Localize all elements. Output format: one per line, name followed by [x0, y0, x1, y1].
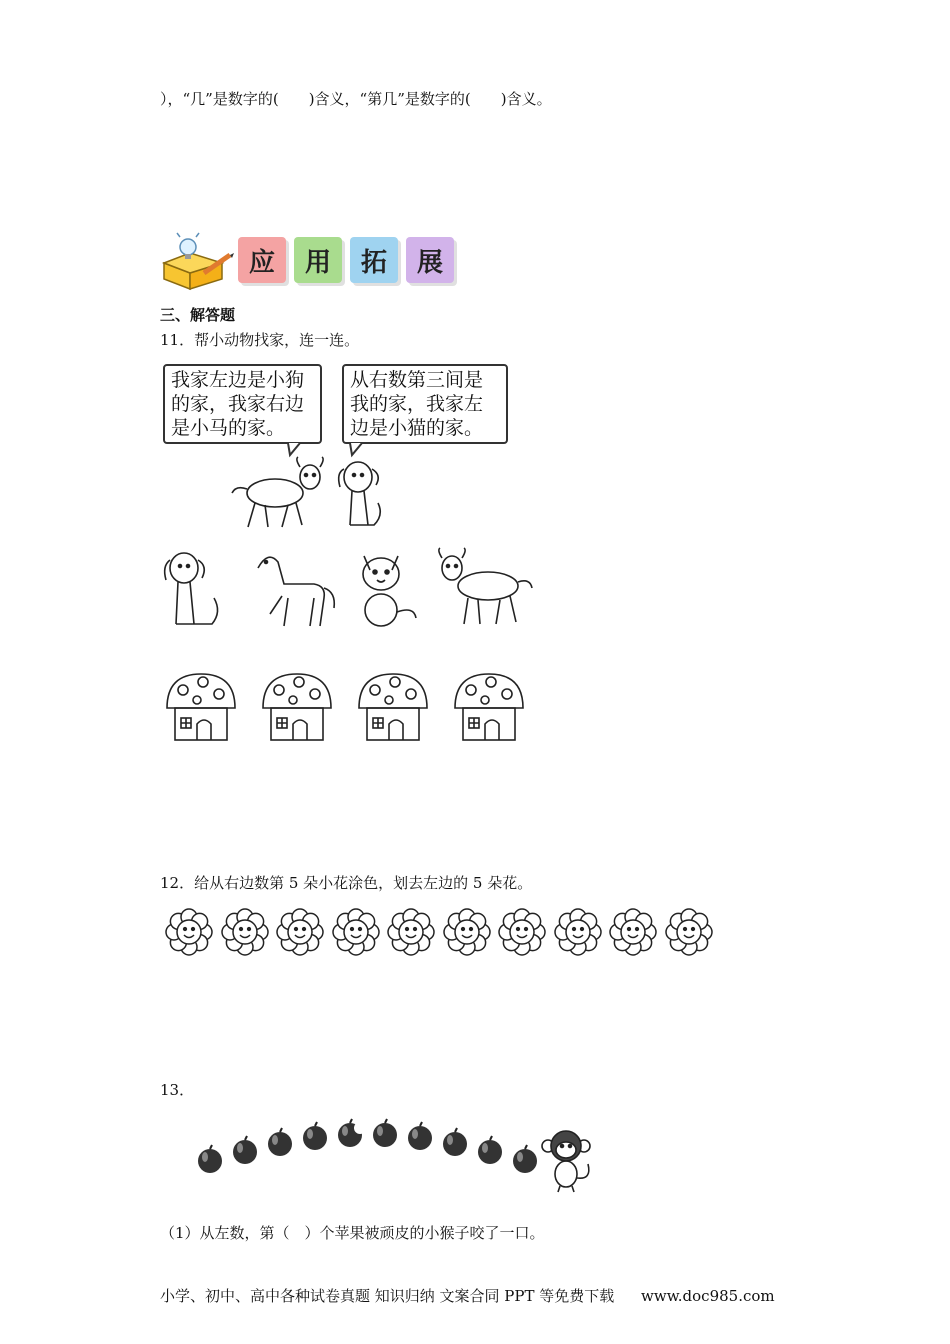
flower-icon[interactable]	[496, 906, 548, 958]
q11-text: 11．帮小动物找家，连一连。	[160, 331, 360, 349]
lightbulb-box-icon	[160, 233, 232, 291]
flower-icon[interactable]	[274, 906, 326, 958]
flower-icon[interactable]	[163, 906, 215, 958]
flower-icon[interactable]	[552, 906, 604, 958]
apple-icon	[300, 1121, 330, 1151]
flower-icon[interactable]	[219, 906, 271, 958]
mushroom-house-icon	[259, 672, 335, 744]
mushroom-house-icon	[355, 672, 431, 744]
fill-blank-line: ），“几”是数字的( )含义，“第几”是数字的( )含义。	[160, 90, 552, 108]
mushroom-house-icon	[451, 672, 527, 744]
banner-tile-4: 展	[406, 237, 454, 283]
monkey-icon	[540, 1128, 596, 1194]
apple-icon	[370, 1118, 400, 1148]
dog-icon	[160, 548, 230, 630]
apple-icon	[440, 1127, 470, 1157]
flower-icon[interactable]	[330, 906, 382, 958]
apple-icon	[405, 1121, 435, 1151]
footer-url[interactable]: www.doc985.com	[641, 1287, 775, 1305]
apple-icon	[230, 1135, 260, 1165]
flower-icon[interactable]	[385, 906, 437, 958]
flower-icon[interactable]	[607, 906, 659, 958]
footer	[160, 1285, 800, 1306]
apple-icon	[265, 1127, 295, 1157]
apple-icon	[475, 1135, 505, 1165]
q13-sub1: （1）从左数，第（ ）个苹果被顽皮的小猴子咬了一口。	[160, 1224, 545, 1242]
speech-bubble-dog: 从右数第三间是 我的家，我家左 边是小猫的家。	[342, 364, 508, 444]
apple-icon	[510, 1144, 540, 1174]
section-banner	[160, 233, 470, 291]
flower-icon[interactable]	[441, 906, 493, 958]
speech-bubble-cow: 我家左边是小狗 的家，我家右边 是小马的家。	[163, 364, 322, 444]
banner-tile-3: 拓	[350, 237, 398, 283]
banner-tile-1: 应	[238, 237, 286, 283]
cat-icon	[356, 548, 426, 630]
cow-icon	[230, 455, 330, 530]
horse-icon	[248, 548, 338, 630]
section-heading: 三、解答题	[160, 306, 236, 324]
bitten-apple-icon	[335, 1118, 365, 1148]
q12-text: 12．给从右边数第 5 朵小花涂色，划去左边的 5 朵花。	[160, 874, 533, 892]
footer-text: 小学、初中、高中各种试卷真题 知识归纳 文案合同 PPT 等免费下载	[160, 1287, 615, 1305]
banner-tile-2: 用	[294, 237, 342, 283]
q13-label: 13．	[160, 1081, 195, 1099]
flower-icon[interactable]	[663, 906, 715, 958]
cow-icon	[434, 548, 534, 630]
apple-icon	[195, 1144, 225, 1174]
mushroom-house-icon	[163, 672, 239, 744]
dog-icon	[332, 455, 392, 535]
